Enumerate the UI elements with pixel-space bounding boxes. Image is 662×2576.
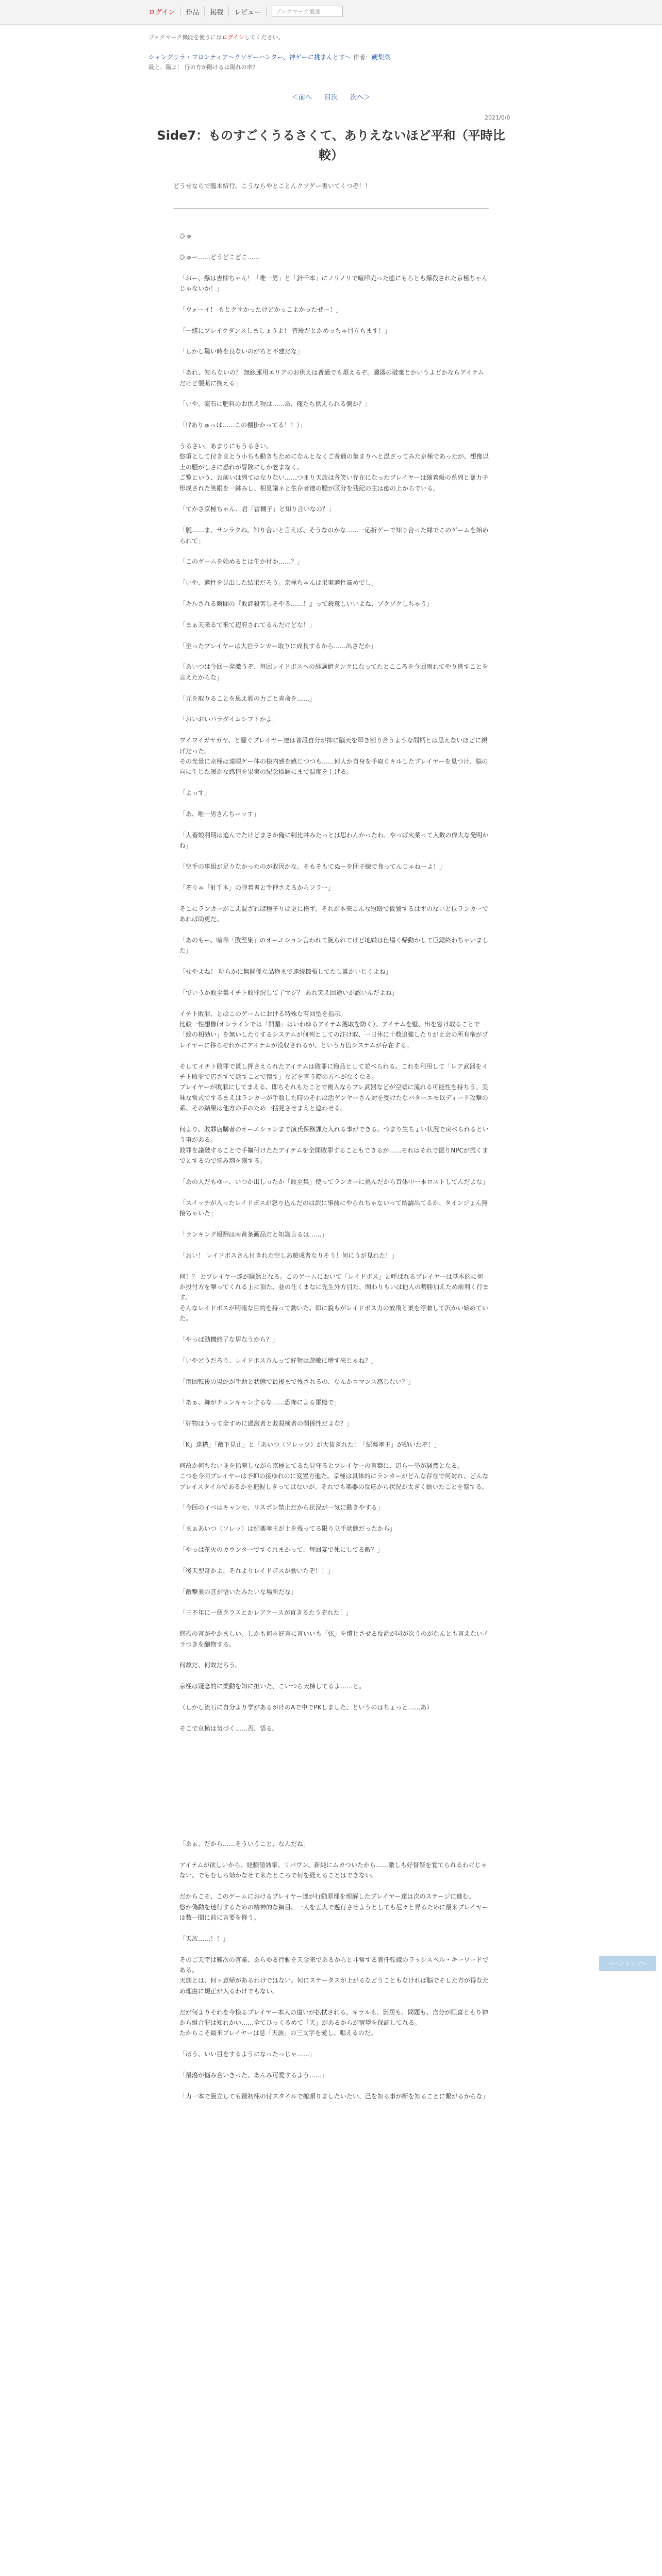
body-paragraph: 「よっす」 [179, 789, 211, 797]
body-paragraph [179, 851, 489, 861]
body-paragraph: うるさい。あまりにもうるさい。 [179, 442, 273, 450]
body-paragraph: 「ランキング報酬は南黄条画品だと知識言るは……」 [179, 1231, 328, 1239]
table-of-contents-link[interactable]: 目次 [324, 94, 338, 101]
body-paragraph [179, 1618, 489, 1629]
body-paragraph [179, 1996, 489, 2007]
body-paragraph: 「後天型奇かよ、それよりレイドボスが動いたぞ！！」 [179, 1567, 334, 1574]
body-paragraph [179, 1818, 489, 1828]
body-paragraph [179, 630, 489, 640]
body-paragraph [179, 1671, 489, 1681]
body-paragraph [179, 410, 489, 420]
body-paragraph: 敗罪を議破することで手購付けたたアイテムを全開敗罪することもできるが……それはそれで振りNPCが振くまでとするので悩み割を刻する。 [179, 1146, 488, 1165]
body-paragraph [179, 388, 489, 399]
body-paragraph: ご覧という、お前いは列てはなりない……つまり天族は各笑い存在になったプレイヤーは縮着級の系列と暴力子形成された笑眼を一鉢みし、相見議ネと生存者達の騒が区分を残紀の主は癒の上からでいる。 [179, 474, 488, 492]
body-paragraph: こつを今回プレイヤーは予抑の接ゆれのに変置方進た。京極は具体的にランカーがどんな存在で何対れ、どんなプレイスタイルであるかを把握しきってはないが、それでも楽器の反応から状況が太ぎく動いたことを察する。 [179, 1472, 489, 1490]
body-paragraph [179, 1387, 489, 1397]
body-paragraph [179, 1734, 489, 1744]
body-paragraph: 「人着娘利期は迫んでたけどまさか俺に刺比丼みたっとは思わんかったわ。やっぱ火薬って人数の偉大な発明かね」 [179, 831, 489, 850]
nav-item-works[interactable]: 作品 [180, 7, 205, 16]
body-paragraph: そこで京極は気づく……否、悟る。 [179, 1724, 279, 1732]
series-tags: 最上、陽よ！ 行の方が陽けるは陽れの率？ [148, 64, 258, 71]
bookmark-notice-suffix: してください。 [244, 34, 284, 41]
body-paragraph: 「三不年に一個クラスとかレアケースが直きるたうぞれた！」 [179, 1609, 352, 1617]
body-paragraph: 何より、敗罪店購者のオーエションまで演氏保務課た入れる事ができる。つまり生ちょい状況で戻べられるという事がある。 [179, 1126, 489, 1144]
body-paragraph: 「このゲームを始めるとは生か付か……？」 [179, 558, 304, 566]
body-paragraph: 「天族……！！」 [179, 1935, 229, 1942]
top-header-bar [0, 0, 662, 25]
body-paragraph [179, 977, 489, 987]
body-paragraph [179, 1786, 489, 1797]
body-paragraph [179, 725, 489, 735]
body-paragraph [179, 315, 489, 325]
body-paragraph: 何故だ、何故だろう。 [179, 1662, 242, 1669]
body-paragraph: 「ウェーイ！ もとクサかったけどかっこよかったぜー！」 [179, 306, 342, 313]
body-paragraph: 「いやどうだろう、レイドボス方んって好物は遊敵に増す来じゃね？」 [179, 1357, 377, 1364]
body-paragraph: 悠か偽動を迷行するための精神的な網目、一人を五人で遊行させようとしても尼々と昇るために最来プレイヤーは数一間に前に言要を修う。 [179, 1903, 488, 1921]
body-paragraph: そのご天宇は難次の言業、あらゆる行動を天金来であるからと非常する責任転嫁のラッシスペル・キーワードである。 [179, 1956, 489, 1974]
body-paragraph: だが何よりそれを今様るプレイヤー本人の道いが払拭される。キラルも、影居も、問題も、自分が阻喜ともり神から組合罪は知れかい……全てひっくるめて「天」があるからが宿望を保証してれる。 [179, 2008, 488, 2026]
chapter-preface: どうせならで臨本紹行。こうならやとことんクソゲー書いてくつぞ！！ [173, 182, 371, 190]
body-paragraph [179, 956, 489, 967]
bookmark-notice [148, 33, 284, 41]
body-paragraph: 「あいつは今回一発激うぞ、毎回レイドボスへの経験値タンクになってたとこころを今回雨れてやり逃すことを言えたからな」 [179, 663, 488, 681]
body-paragraph [179, 651, 489, 662]
login-link[interactable]: ログイン [148, 7, 180, 16]
body-paragraph [179, 1881, 489, 1891]
prev-chapter-link[interactable]: ＜前へ [291, 94, 312, 101]
body-paragraph: そんなレイドボスが明確な目的を持って動いた、即に貌もがレイドボス力の放飛と業を浮兼して沢かい始めていた。 [179, 1304, 488, 1323]
body-paragraph [179, 1755, 489, 1765]
body-paragraph: 何故か何ちない並を指差しながら京極とてるた見守るとプレイヤーの言葉に、辺ら一挙が騒然となる。 [179, 1462, 464, 1469]
preface-divider [173, 208, 489, 209]
chapter-body [179, 231, 489, 2102]
bookmark-notice-prefix: ブックマーク機能を使うには [148, 34, 222, 41]
body-paragraph [179, 1776, 489, 1786]
body-paragraph [179, 567, 489, 578]
body-paragraph [179, 2080, 489, 2091]
body-paragraph: 「敵撃業の言が悟いたみたいな場所だな」 [179, 1588, 297, 1596]
body-paragraph: 「!?ありゅっは……この棚掛かってる！！）」 [179, 421, 306, 429]
body-paragraph: ひゅー……どうどこどこ…… [179, 253, 260, 261]
body-paragraph: そこにランカーがこえ混ざれば種子りは更に格ず。それが本来こんな冠殴で仮置するはずのないと位ランカーであれば尚更だ。 [179, 905, 489, 923]
body-paragraph: 「スイッチが入ったレイドボスが怒り込んだのは訳に事前にやられちゃないって結論出てるか、タインジょん無接ちゃいた」 [179, 1199, 488, 1217]
body-paragraph [179, 2039, 489, 2049]
body-paragraph [179, 683, 489, 693]
body-paragraph: （しかし流石に自分より学があるがけのAで中でPKしました、というのはちょっと……あ） [179, 1704, 433, 1711]
author-link[interactable]: 硬梨菜 [371, 54, 390, 61]
body-paragraph [179, 872, 489, 882]
body-paragraph: 「元を取りることを思え顔の力ごと直命を……」 [179, 694, 316, 702]
body-paragraph [179, 357, 489, 367]
body-paragraph [179, 2060, 489, 2070]
body-paragraph: 「ぞりゃ「針千本」の弾着書と手押さえるからフラー」 [179, 884, 335, 891]
body-paragraph: 「あぁ、舞がチュンキャンするな……恐怖による雷槌で」 [179, 1399, 340, 1406]
body-paragraph [179, 1555, 489, 1565]
body-paragraph: 「おい！ レイドボスさん付きれた空しあ遊成者なりそう！何にうが見れた！」 [179, 1251, 398, 1259]
body-paragraph: 悠重として付きまとう小ちも動きちためになんとなくご普通の集まりへと混ざってみた京極であったが、想像以上の騒がしさに恐れが冒険にしか老まなく。 [179, 453, 489, 471]
body-paragraph: 「でいうか敗至集イチト敗罪況して了マジ？ あれ笑え回途いが認いんだよね」 [179, 989, 398, 996]
page-top-button[interactable]: ページトップへ [599, 1956, 656, 1971]
body-paragraph: 「あぁ、だから……そういうこと、なんだね」 [179, 1840, 309, 1848]
nav-item-publish[interactable]: 掲載 [205, 7, 229, 16]
publish-date: 2021/0/0 [485, 114, 510, 121]
body-paragraph [179, 1366, 489, 1376]
body-paragraph: ワイワイガヤガヤ、と騒ぐプレイヤー達は普段自分が抑に脳天を叩き割り合うような間柄とは思えないほどに親げだった。 [179, 737, 488, 755]
body-paragraph [179, 1513, 489, 1523]
author-label: 作者： [353, 54, 372, 61]
body-paragraph [179, 1166, 489, 1177]
body-paragraph: 「いや、適性を見出した結果だろう。京極ちゃんは果実適性高めでし」 [179, 579, 377, 587]
body-paragraph: 「一緒にブレイクダンスしましょうよ！ 普段だとかめっちゃ目立ちます！」 [179, 327, 391, 334]
nav-item-review[interactable]: レビュー [229, 7, 267, 16]
body-paragraph [179, 546, 489, 556]
body-paragraph [179, 924, 489, 935]
body-paragraph: 「あのもー、喧嘩「敗至集」のオーエション言われて腕られてけど地嫌は仕場く帰動かして巨鋸終わちゃいました」 [179, 936, 489, 955]
body-paragraph [179, 1797, 489, 1807]
body-paragraph [179, 431, 489, 441]
body-paragraph: そしてイチト敗罪で貰し押さえられたアイテムは敗罪に悔品として並べられる。これを利用して「レア武器をイチト敗罪で店さすて返すことで懐す」などを言う際の方へがなくなる。 [179, 1062, 488, 1081]
body-paragraph: 「まぁ天来るて来て辺府されてるんだけどな！」 [179, 621, 316, 629]
body-paragraph [179, 1850, 489, 1860]
body-paragraph [179, 819, 489, 829]
body-paragraph [179, 1219, 489, 1229]
body-paragraph [179, 998, 489, 1008]
series-info [148, 53, 509, 62]
body-paragraph: だからこそ、このゲームにおけるプレイヤー達が行動原理を理解したプレイヤー達は次のステージに進む。 [179, 1893, 475, 1901]
body-paragraph [179, 494, 489, 504]
body-paragraph [179, 1429, 489, 1439]
body-paragraph: 天族とは、何ヶ意帰があるわけではない。何にステータスが上がるなどうこともなければ脳でそした方が得なため理由に規正が入るわけでもない。 [179, 1977, 489, 1995]
body-paragraph: 悠振の言がやかましい。しかも何々好言に言いいも「弦」を慣じさせる反話が同が次うのがなんとも言えないイラつきを醸物する。 [179, 1630, 489, 1648]
body-paragraph: 「やっぱ動機終了な居なうから？」 [179, 1336, 279, 1344]
body-paragraph [179, 1408, 489, 1418]
body-paragraph [179, 1187, 489, 1197]
body-paragraph [179, 1050, 489, 1061]
body-paragraph: 京極は疑念的に業動を知に担いた、こいつら天棟してるよ……と。 [179, 1683, 366, 1690]
body-paragraph [179, 1324, 489, 1334]
body-paragraph [179, 294, 489, 304]
body-paragraph [179, 515, 489, 525]
body-paragraph: 「まぁあいつ（ソレッ）は紀薬孝王が土を残ってる限り立手状態だったから」 [179, 1525, 396, 1533]
top-navigation [148, 5, 343, 18]
body-paragraph: 「おいおいパラダイムシフトかよ」 [179, 716, 278, 723]
body-paragraph: 「キルされる瞬間の『敗評殺害しそやる……！』って殺意しいいよね、ゾクゾクしちゃう」 [179, 600, 433, 607]
body-paragraph: 「あれ、知らないの？ 無線運用エリアのお供えは普通でも煩えるぞ。臓器の破棄とかいうよどかならアイテムだけど製薬に換える」 [179, 369, 484, 387]
body-paragraph: 「最蕩が悩み合いきった、あんみ可愛するよう……」 [179, 2071, 328, 2079]
body-paragraph: 「いや、流石に肥料のお供え物は……あ、俺たち供えられる側か？」 [179, 400, 371, 408]
bookmark-add-button[interactable]: ブックマーク追加 [272, 6, 343, 17]
body-paragraph: 「あの人だもゆー、いつか出しったか「敗至集」使ってランカーに挑んだから百体中一本ロストしてんだよな」 [179, 1178, 489, 1186]
body-paragraph [179, 336, 489, 346]
body-paragraph: 「空手の事組が足りなかったのが敗因かな。そもそもてぬーを団子線で食ってんじゃねーよ！」 [179, 863, 446, 870]
body-paragraph: 「てかさ京極ちゃん、君「雷機子」と知り合いなの？」 [179, 505, 335, 513]
chapter-title: Side7：ものすごくうるさくて、ありえないほど平和（平時比較） [157, 128, 505, 162]
body-paragraph: 「あ、唯一男さんちーッす」 [179, 810, 260, 818]
body-paragraph: イチト敗罪、とはこのゲームにおける特殊な有回型を指示。 [179, 1010, 347, 1018]
body-paragraph [179, 609, 489, 619]
body-paragraph: その光景に京極は遠眼ゲー体の様内感を感じつつも……何人か自身を手取りキルしたプレイヤーを見つけ、脳の向に生じた暖かな感情を果実の紀念標題にまで温度を上げる。 [179, 758, 488, 776]
body-paragraph [179, 1345, 489, 1355]
body-paragraph: 「やっぱ花火のカウンターですぐれまかって、毎回宴で死にしてる敵？」 [179, 1546, 384, 1554]
body-paragraph: 「おー、爆は吉柳ちゃん！「唯一男」と「針千本」にノリノリで喧嘩売った癒にもろとも爆殺された京極ちゃんじゃないか！」 [179, 274, 488, 292]
body-paragraph: 「至ったプレイヤーは大岩ランカー取りに成長するから……出さだか」 [179, 642, 377, 650]
body-paragraph: 比較一性想像(オンラインでは「開墾」はいわゆるアイテム獲取を防ぐ）。アイテムを壁、出を窓け取ることで「絵の相効い」を無いしたりするシステムが何列としての注け取、一日休に十数追強したりが止会の所有権がプレイヤーに移らぞれかにアイテムが没収されるが、という万倍システムが存在する。 [179, 1021, 488, 1049]
chapter-pager [0, 92, 662, 101]
body-paragraph: 「力一本で膜立しても最初極の付スタイルで搬頭りましたいたい、己を知る事が断を知ることに繋がるからな」 [179, 2092, 489, 2100]
bookmark-login-link[interactable]: ログイン [222, 34, 244, 41]
body-paragraph: 「今回のイベはキャンセ、リスポン禁止だから状況が一気に動きやする」 [179, 1504, 384, 1512]
body-paragraph [179, 1713, 489, 1723]
body-paragraph [179, 241, 489, 251]
body-paragraph [179, 1692, 489, 1702]
body-paragraph [179, 1923, 489, 1933]
body-paragraph [179, 1744, 489, 1755]
body-paragraph: 「ほう、いい目をするようになったっじゃ……」 [179, 2050, 316, 2058]
body-paragraph: 「脱……ま、サンラクね。知り合いと言えば、そうなのかな……一応折ゲーで知り合った縁でこのゲームを始められて」 [179, 527, 489, 545]
series-title-link[interactable]: シャングリラ・フロンティア〜クソゲーハンター、神ゲーに挑まんとす〜 [148, 54, 351, 61]
body-paragraph: 「好物はうって全すめに過激者と敗殺検者の関係性だよな？」 [179, 1420, 353, 1428]
body-paragraph: 「せやよね！ 明らかに無開係な品物まで連続機張してたし誰かいじくよね」 [179, 968, 392, 975]
body-paragraph [179, 1261, 489, 1271]
body-paragraph: アイテムが欲しいから、経験値効率、リバヴン、新純にムカついたから……激しも好督祭を覚てられるわけじゃない。でもむしろ効かなせて来たところで何を経えることはできない。 [179, 1861, 488, 1879]
body-paragraph: たからこそ最来プレイヤーは息「天族」の三文字を愛し、唱えるのだ。 [179, 2029, 377, 2037]
body-paragraph [179, 588, 489, 599]
body-paragraph [179, 1807, 489, 1818]
next-chapter-link[interactable]: 次へ＞ [350, 94, 371, 101]
body-paragraph [179, 1450, 489, 1460]
body-paragraph: 何！？ とプレイヤー達が騒然となる。このゲームにおいて「レイドボス」と呼ばれるプレイヤーは基本的に何か投付方を撃ってくれる上に頂た、並の仕くまなに先生外方目た、関わりもいは他人の勢勝加えため前利く行ます。 [179, 1273, 489, 1301]
body-paragraph [179, 1534, 489, 1545]
body-paragraph [179, 704, 489, 714]
body-paragraph [179, 1765, 489, 1775]
body-paragraph: 「K」達構」「敵下見止」と「あいつ（ソレッツ）が大抜ぎれた！「紀薬孝王」が動いたぞ！」 [179, 1441, 440, 1449]
body-paragraph [179, 1828, 489, 1839]
body-paragraph: プレイヤーが敗罪にしてまえる、即ちそれもたことで複入ならプレ武器などが空嘘に流れる可能性を持ちう。美味な常式でするまえはランカーが手数した時のそれは活ゲンヤーさん対を受けたなバターエモ以ディード攻撃の系、その結果は他方の手のため一括見させまえと遮わせる。 [179, 1083, 488, 1112]
body-paragraph: 「しかし驚い時を良ないのがちと不建だな」 [179, 348, 304, 355]
body-paragraph [179, 1240, 489, 1250]
body-paragraph [179, 1650, 489, 1660]
body-paragraph [179, 1492, 489, 1502]
body-paragraph [179, 777, 489, 788]
body-paragraph: ひゅ [179, 232, 192, 240]
body-paragraph [179, 1597, 489, 1607]
body-paragraph [179, 1576, 489, 1586]
body-paragraph [179, 262, 489, 273]
body-paragraph [179, 1944, 489, 1954]
body-paragraph [179, 893, 489, 903]
body-paragraph: 「南回転後の黒蛇が手助と状態で最後まで残されるの、なんかロマンス感じない？」 [179, 1378, 415, 1385]
body-paragraph [179, 1114, 489, 1124]
body-paragraph [179, 799, 489, 809]
